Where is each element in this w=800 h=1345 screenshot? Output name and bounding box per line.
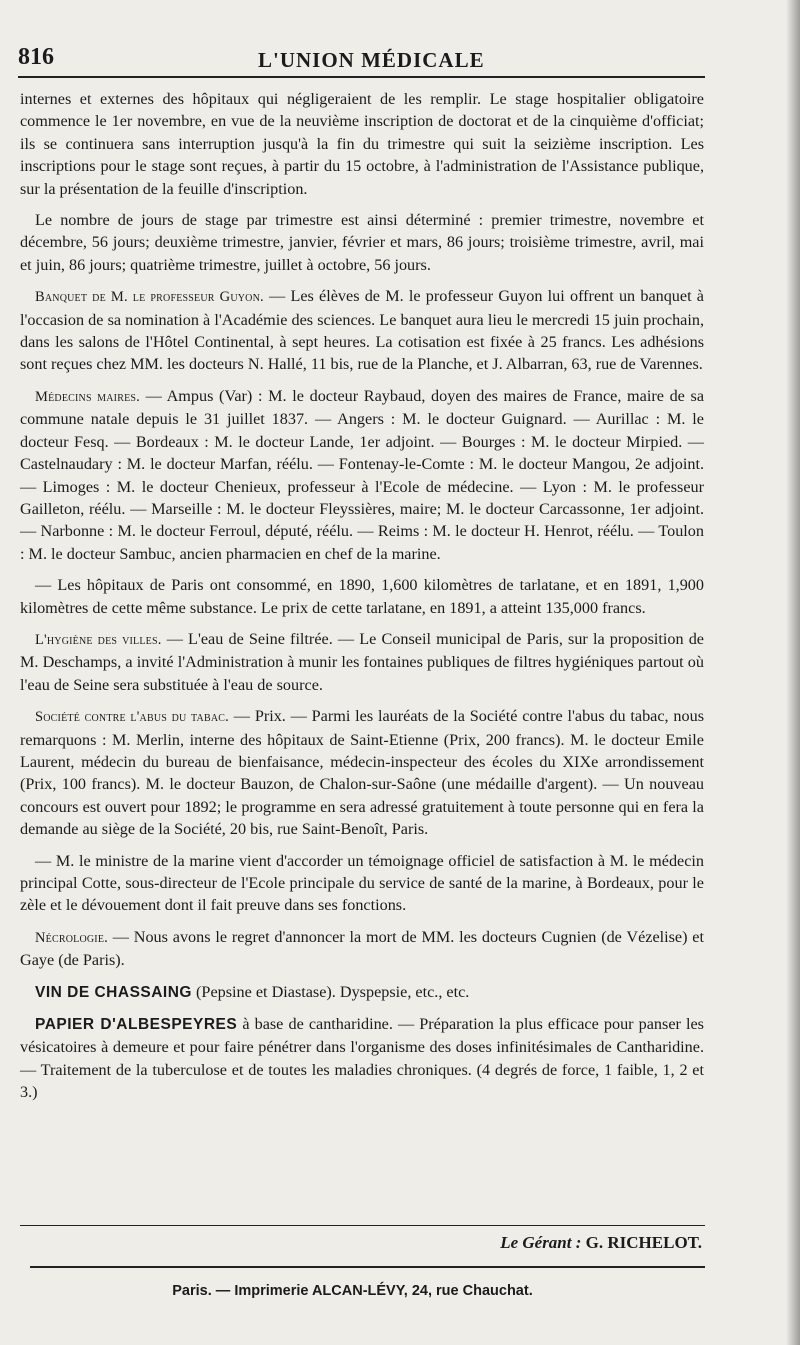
paragraph-text: — Les hôpitaux de Paris ont consommé, en 1890, 1,600 kilomètres de tarlatane, et en 1891, 1,900 kilomètres de cette même substance. Le prix de cette tarlatane, en 1891, a atteint 135,000 francs. (20, 576, 704, 617)
advert-chassaing (20, 981, 704, 1004)
paragraph-lead: L'hygiène des villes. (35, 631, 162, 648)
advert-text: à base de cantharidine. — Préparation la plus efficace pour panser les vésicatoires à demeure et pour faire pénétrer dans l'organisme des doses infinitésimales de Cantharidine. — Traitement de la tuberculose et de toutes les maladies chroniques. (4 degrés de force, 1 faible, 1, 2 et 3.) (20, 1015, 704, 1102)
paragraph-tarlatane (20, 574, 704, 619)
gerant-line (500, 1233, 702, 1253)
advert-albespeyres (20, 1013, 704, 1104)
gerant-name: G. RICHELOT. (585, 1233, 702, 1252)
paragraph-text: — M. le ministre de la marine vient d'accorder un témoignage officiel de satisfaction à M. le médecin principal Cotte, sous-directeur de l'Ecole principale du service de santé de la marine, à Bordeaux, pour le zèle et le dévouement dont il fait preuve dans ses fonctions. (20, 851, 704, 915)
article-body (20, 88, 704, 1113)
advert-title: PAPIER D'ALBESPEYRES (35, 1016, 238, 1034)
paragraph-text: Le nombre de jours de stage par trimestre est ainsi déterminé : premier trimestre, novembre et décembre, 56 jours; deuxième trimestre, janvier, février et mars, 86 jours; troisième trimestre, avril, mai et juin, 86 jours; quatrième trimestre, juillet à octobre, 56 jours. (20, 211, 704, 274)
imprint-line: Paris. — Imprimerie ALCAN-LÉVY, 24, rue Chauchat. (172, 1283, 533, 1299)
paragraph-lead: Médecins maires. (35, 388, 140, 405)
header-rule (18, 76, 705, 78)
paragraph-medecins-maires (20, 385, 704, 565)
paragraph-text: — Ampus (Var) : M. le docteur Raybaud, doyen des maires de France, maire de sa commune natale depuis le 31 juillet 1837. — Angers : M. le docteur Guignard. — Aurillac : M. le docteur Fesq. — Bordeaux : M. le docteur Lande, 1er adjoint. — Bourges : M. le docteur Mirpied. — Castelnaudary : M. le docteur Marfan, réélu. — Fontenay-le-Comte : M. le docteur Mangou, 2e adjoint. — Limoges : M. le docteur Chenieux, professeur à l'Ecole de médecine. — Lyon : M. le professeur Gailleton, réélu. — Marseille : M. le docteur Fleyssières, maire; M. le docteur Carcassonne, 1er adjoint. — Narbonne : M. le docteur Ferroul, député, réélu. — Reims : M. le docteur H. Henrot, réélu. — Toulon : M. le docteur Sambuc, ancien pharmacien en chef de la marine. (20, 386, 704, 563)
paragraph-lead: Société contre l'abus du tabac. (35, 709, 229, 726)
paragraph-stage-intro (20, 88, 704, 200)
paragraph-stage-days (20, 209, 704, 276)
paragraph-text: — Prix. — Parmi les lauréats de la Société contre l'abus du tabac, nous remarquons : M. Merlin, interne des hôpitaux de Saint-Etienne (Prix, 200 francs). M. le docteur Emile Laurent, médecin du bureau de bienfaisance, médecin-inspecteur des écoles du XIXe arrondissement (Prix, 100 francs). M. le docteur Bauzon, de Chalon-sur-Saône (une médaille d'argent). — Un nouveau concours est ouvert pour 1892; le programme en sera adressé gratuitement à toute personne qui en fera la demande au siège de la Société, 20 bis, rue Saint-Benoît, Paris. (20, 707, 704, 839)
footer-rule-top (20, 1225, 705, 1226)
paragraph-necrologie (20, 926, 704, 972)
page-header (18, 40, 710, 74)
paragraph-text: internes et externes des hôpitaux qui négligeraient de les remplir. Le stage hospitalier obligatoire commence le 1er novembre, en vue de la neuvième inscription de doctorat et de la cinquième d'officiat; ils se continuera sans interruption jusqu'à la fin du trimestre qui suit la seizième inscription. Les inscriptions pour le stage sont reçues, à partir du 15 octobre, à l'administration de l'Assistance publique, sur la présentation de la feuille d'inscription. (20, 90, 704, 198)
paragraph-hygiene (20, 628, 704, 696)
paragraph-text: — Les élèves de M. le professeur Guyon lui offrent un banquet à l'occasion de sa nomination à l'Académie des sciences. Le banquet aura lieu le mercredi 15 juin prochain, dans les salons de l'Hôtel Continental, à sept heures. La cotisation est fixée à 25 francs. Les adhésions sont reçues chez MM. les docteurs N. Hallé, 11 bis, rue de la Planche, et J. Albarran, 63, rue de Varennes. (20, 287, 704, 374)
running-title: L'UNION MÉDICALE (258, 48, 485, 72)
paragraph-lead: Nécrologie. (35, 929, 108, 946)
gerant-label: Le Gérant : (500, 1233, 582, 1252)
page-number: 816 (18, 44, 54, 70)
paragraph-tabac (20, 705, 704, 840)
paragraph-marine (20, 850, 704, 917)
paragraph-banquet (20, 285, 704, 376)
paragraph-lead: Banquet de M. le professeur Guyon. (35, 289, 264, 306)
footer-rule-bottom (30, 1266, 705, 1268)
advert-title: VIN DE CHASSAING (35, 983, 192, 1001)
paragraph-text: — L'eau de Seine filtrée. — Le Conseil municipal de Paris, sur la proposition de M. Deschamps, a invité l'Administration à munir les fontaines publiques de filtres hygiéniques partout où l'eau de Seine sera substituée à l'eau de source. (20, 629, 704, 694)
advert-text: (Pepsine et Diastase). Dyspepsie, etc., etc. (192, 982, 470, 1001)
paragraph-text: — Nous avons le regret d'annoncer la mort de MM. les docteurs Cugnien (de Vézelise) et Gaye (de Paris). (20, 927, 704, 970)
